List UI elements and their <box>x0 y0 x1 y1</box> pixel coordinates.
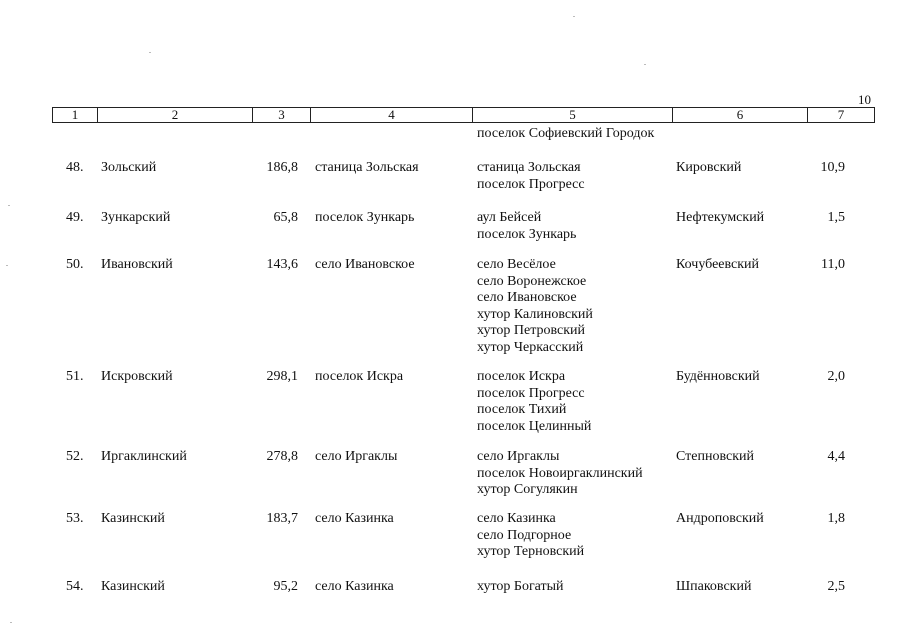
column-header-row <box>53 108 875 123</box>
count-value: 1,5 <box>827 210 845 225</box>
district-name: Нефтекумский <box>676 210 765 225</box>
area-value: 298,1 <box>266 369 298 384</box>
scan-speck <box>573 16 575 17</box>
municipality-name: Зункарский <box>101 210 171 225</box>
district-name: Степновский <box>676 449 754 464</box>
count-value: 4,4 <box>827 449 845 464</box>
column-header-1: 1 <box>53 108 98 123</box>
area-value: 95,2 <box>273 579 298 594</box>
area-value: 186,8 <box>266 160 298 175</box>
scan-speck <box>10 622 12 623</box>
settlement-item: село Весёлое <box>477 257 556 272</box>
municipality-name: Искровский <box>101 369 173 384</box>
settlement-item: станица Зольская <box>477 160 581 175</box>
admin-center: село Казинка <box>315 511 394 526</box>
column-header-3: 3 <box>253 108 311 123</box>
column-header-table <box>52 107 875 123</box>
settlement-item: село Иргаклы <box>477 449 560 464</box>
count-value: 1,8 <box>827 511 845 526</box>
admin-center: поселок Искра <box>315 369 404 384</box>
row-number: 54. <box>66 579 84 594</box>
district-name: Андроповский <box>676 511 764 526</box>
row-number: 49. <box>66 210 84 225</box>
municipality-name: Зольский <box>101 160 157 175</box>
district-name: Шпаковский <box>676 579 752 594</box>
count-value: 2,0 <box>827 369 845 384</box>
settlement-list <box>477 449 672 499</box>
municipality-name: Ивановский <box>101 257 173 272</box>
settlement-item: хутор Калиновский <box>477 306 593 322</box>
column-header-4: 4 <box>311 108 473 123</box>
settlement-list <box>477 257 672 356</box>
column-header-2: 2 <box>98 108 253 123</box>
count-value: 11,0 <box>821 257 845 272</box>
settlement-item: село Казинка <box>477 511 556 526</box>
district-name: Будённовский <box>676 369 760 384</box>
settlement-item: поселок Прогресс <box>477 385 585 401</box>
settlement-list <box>477 511 672 561</box>
scan-speck <box>149 52 151 53</box>
row-number: 53. <box>66 511 84 526</box>
row-number: 48. <box>66 160 84 175</box>
district-name: Кочубеевский <box>676 257 760 272</box>
settlement-item: поселок Искра <box>477 369 566 384</box>
area-value: 65,8 <box>273 210 298 225</box>
count-value: 2,5 <box>827 579 845 594</box>
settlement-item: село Ивановское <box>477 290 577 305</box>
settlement-item: хутор Богатый <box>477 579 564 594</box>
settlement-item: аул Бейсей <box>477 210 542 225</box>
admin-center: поселок Зункарь <box>315 210 415 225</box>
column-header-5: 5 <box>473 108 673 123</box>
area-value: 143,6 <box>266 257 298 272</box>
district-name: Кировский <box>676 160 742 175</box>
settlement-list <box>477 369 672 435</box>
page-number: 10 <box>858 92 871 107</box>
count-value: 10,9 <box>820 160 845 175</box>
settlement-item: хутор Петровский <box>477 323 586 338</box>
scan-speck <box>644 64 646 65</box>
admin-center: село Казинка <box>315 579 394 594</box>
settlement-item: хутор Черкасский <box>477 339 584 355</box>
settlement-item: поселок Зункарь <box>477 226 577 242</box>
settlement-list <box>477 160 672 193</box>
column-header-6: 6 <box>673 108 808 123</box>
settlement-item: село Воронежское <box>477 273 587 289</box>
settlement-item: хутор Терновский <box>477 544 585 559</box>
continuation-settlement: поселок Софиевский Городок <box>477 126 655 141</box>
row-number: 51. <box>66 369 84 384</box>
row-number: 50. <box>66 257 84 272</box>
admin-center: село Иргаклы <box>315 449 398 464</box>
admin-center: село Ивановское <box>315 257 415 272</box>
settlement-item: хутор Согулякин <box>477 482 578 497</box>
area-value: 183,7 <box>266 511 298 526</box>
municipality-name: Иргаклинский <box>101 449 187 464</box>
scan-speck <box>6 265 8 266</box>
settlement-item: поселок Тихий <box>477 402 567 417</box>
settlement-item: поселок Прогресс <box>477 176 585 192</box>
settlement-list <box>477 210 672 243</box>
row-number: 52. <box>66 449 84 464</box>
settlement-item: поселок Целинный <box>477 418 592 434</box>
scan-speck <box>8 205 10 206</box>
admin-center: станица Зольская <box>315 160 419 175</box>
municipality-name: Казинский <box>101 579 165 594</box>
settlement-item: поселок Новоиргаклинский <box>477 465 643 481</box>
settlement-list <box>477 579 672 596</box>
municipality-name: Казинский <box>101 511 165 526</box>
column-header-7: 7 <box>808 108 875 123</box>
settlement-item: село Подгорное <box>477 527 572 543</box>
area-value: 278,8 <box>266 449 298 464</box>
